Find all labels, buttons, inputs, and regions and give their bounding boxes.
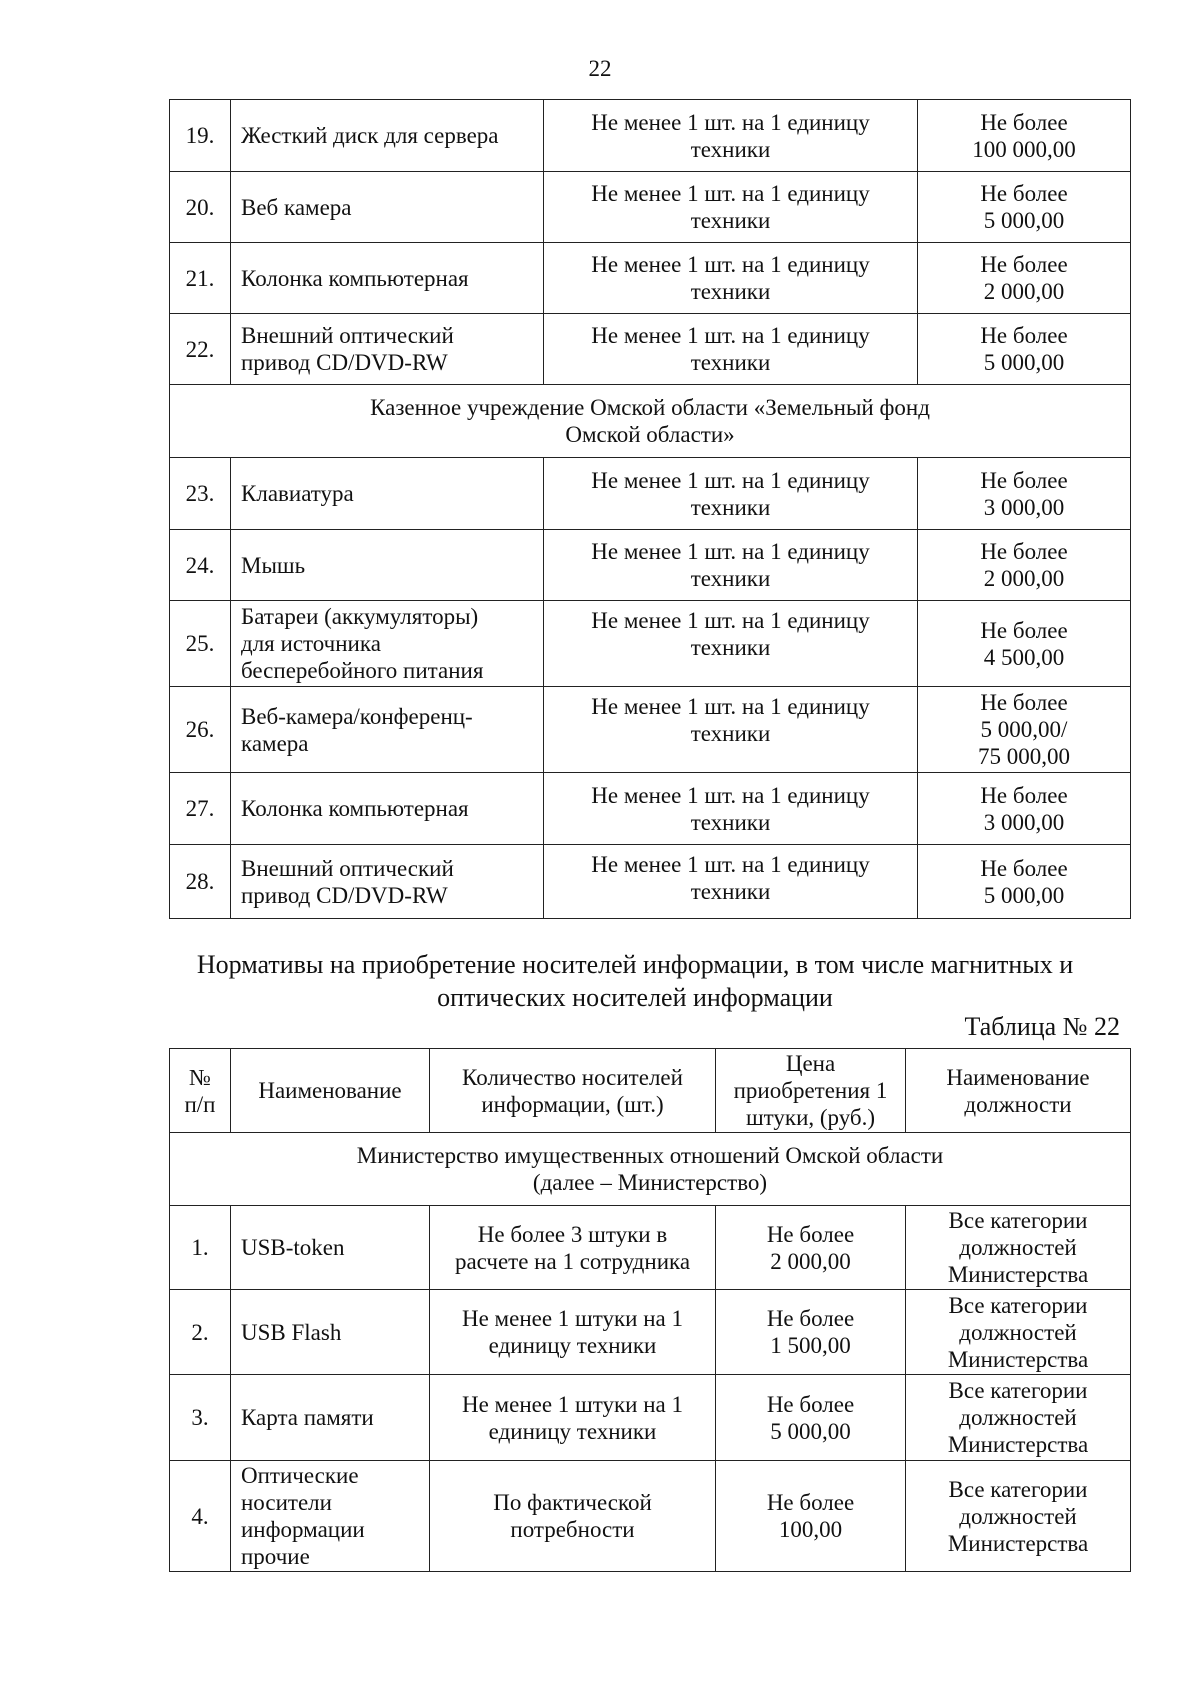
item-position: Все категории должностей Министерства: [906, 1206, 1131, 1290]
item-price: Не более 3 000,00: [918, 458, 1131, 530]
item-name: Веб камера: [231, 172, 544, 243]
row-number: 19.: [170, 100, 231, 172]
item-quantity: Не менее 1 шт. на 1 единицу техники: [544, 243, 918, 314]
item-name: USB-token: [231, 1206, 430, 1290]
item-price: Не более 5 000,00: [918, 845, 1131, 919]
item-name: Мышь: [231, 530, 544, 601]
item-position: Все категории должностей Министерства: [906, 1290, 1131, 1375]
item-position: Все категории должностей Министерства: [906, 1375, 1131, 1461]
table-row: [170, 172, 1131, 243]
item-quantity: Не менее 1 шт. на 1 единицу техники: [544, 773, 918, 845]
item-name: Клавиатура: [231, 458, 544, 530]
section-title: Министерство имущественных отношений Омской области (далее – Министерство): [170, 1133, 1131, 1206]
item-price: Не более 2 000,00: [918, 530, 1131, 601]
header-quantity: Количество носителей информации, (шт.): [430, 1049, 716, 1133]
item-name: Колонка компьютерная: [231, 243, 544, 314]
item-name: Карта памяти: [231, 1375, 430, 1461]
row-number: 28.: [170, 845, 231, 919]
header-name: Наименование: [231, 1049, 430, 1133]
item-name: Веб-камера/конференц- камера: [231, 687, 544, 773]
item-quantity: Не менее 1 шт. на 1 единицу техники: [544, 687, 918, 773]
table-row: [170, 100, 1131, 172]
section-row: [170, 1133, 1131, 1206]
section-title: Казенное учреждение Омской области «Земельный фонд Омской области»: [170, 385, 1131, 458]
table-row: [170, 687, 1131, 773]
header-number: № п/п: [170, 1049, 231, 1133]
row-number: 23.: [170, 458, 231, 530]
item-quantity: Не менее 1 шт. на 1 единицу техники: [544, 172, 918, 243]
header-position: Наименование должности: [906, 1049, 1131, 1133]
item-name: Колонка компьютерная: [231, 773, 544, 845]
table-row: [170, 1375, 1131, 1461]
item-name: Внешний оптический привод CD/DVD-RW: [231, 845, 544, 919]
row-number: 26.: [170, 687, 231, 773]
item-name: USB Flash: [231, 1290, 430, 1375]
table-row: [170, 243, 1131, 314]
item-position: Все категории должностей Министерства: [906, 1461, 1131, 1572]
row-number: 24.: [170, 530, 231, 601]
page-number: 22: [588, 56, 612, 81]
item-name: Жесткий диск для сервера: [231, 100, 544, 172]
table-row: [170, 845, 1131, 919]
section-heading: Нормативы на приобретение носителей информации, в том числе магнитных и оптических носителей информации: [196, 950, 1074, 1012]
item-price: Не более 5 000,00: [716, 1375, 906, 1461]
item-price: Не более 100,00: [716, 1461, 906, 1572]
item-price: Не более 2 000,00: [918, 243, 1131, 314]
item-quantity: Не менее 1 штуки на 1 единицу техники: [430, 1290, 716, 1375]
item-name: Батареи (аккумуляторы) для источника бесперебойного питания: [231, 601, 544, 687]
table-label: Таблица № 22: [964, 1012, 1120, 1041]
row-number: 2.: [170, 1290, 231, 1375]
item-name: Оптические носители информации прочие: [231, 1461, 430, 1572]
table-row: [170, 314, 1131, 385]
row-number: 20.: [170, 172, 231, 243]
item-price: Не более 3 000,00: [918, 773, 1131, 845]
row-number: 1.: [170, 1206, 231, 1290]
item-quantity: Не менее 1 шт. на 1 единицу техники: [544, 314, 918, 385]
table-row: [170, 773, 1131, 845]
item-price: Не более 5 000,00: [918, 314, 1131, 385]
row-number: 25.: [170, 601, 231, 687]
item-price: Не более 4 500,00: [918, 601, 1131, 687]
row-number: 27.: [170, 773, 231, 845]
item-name: Внешний оптический привод CD/DVD-RW: [231, 314, 544, 385]
table-row: [170, 1461, 1131, 1572]
row-number: 4.: [170, 1461, 231, 1572]
item-price: Не более 5 000,00/ 75 000,00: [918, 687, 1131, 773]
item-quantity: Не менее 1 шт. на 1 единицу техники: [544, 100, 918, 172]
table-row: [170, 1206, 1131, 1290]
section-row: [170, 385, 1131, 458]
item-price: Не более 2 000,00: [716, 1206, 906, 1290]
header-price: Цена приобретения 1 штуки, (руб.): [716, 1049, 906, 1133]
row-number: 3.: [170, 1375, 231, 1461]
equipment-table: [169, 99, 1131, 919]
storage-media-table: [169, 1048, 1131, 1572]
table-header-row: [170, 1049, 1131, 1133]
item-price: Не более 5 000,00: [918, 172, 1131, 243]
item-quantity: По фактической потребности: [430, 1461, 716, 1572]
item-price: Не более 100 000,00: [918, 100, 1131, 172]
item-quantity: Не менее 1 штуки на 1 единицу техники: [430, 1375, 716, 1461]
row-number: 21.: [170, 243, 231, 314]
item-quantity: Не менее 1 шт. на 1 единицу техники: [544, 845, 918, 919]
item-price: Не более 1 500,00: [716, 1290, 906, 1375]
table-row: [170, 1290, 1131, 1375]
item-quantity: Не менее 1 шт. на 1 единицу техники: [544, 458, 918, 530]
table-row: [170, 601, 1131, 687]
item-quantity: Не менее 1 шт. на 1 единицу техники: [544, 601, 918, 687]
table-row: [170, 530, 1131, 601]
item-quantity: Не менее 1 шт. на 1 единицу техники: [544, 530, 918, 601]
row-number: 22.: [170, 314, 231, 385]
table-row: [170, 458, 1131, 530]
item-quantity: Не более 3 штуки в расчете на 1 сотрудника: [430, 1206, 716, 1290]
